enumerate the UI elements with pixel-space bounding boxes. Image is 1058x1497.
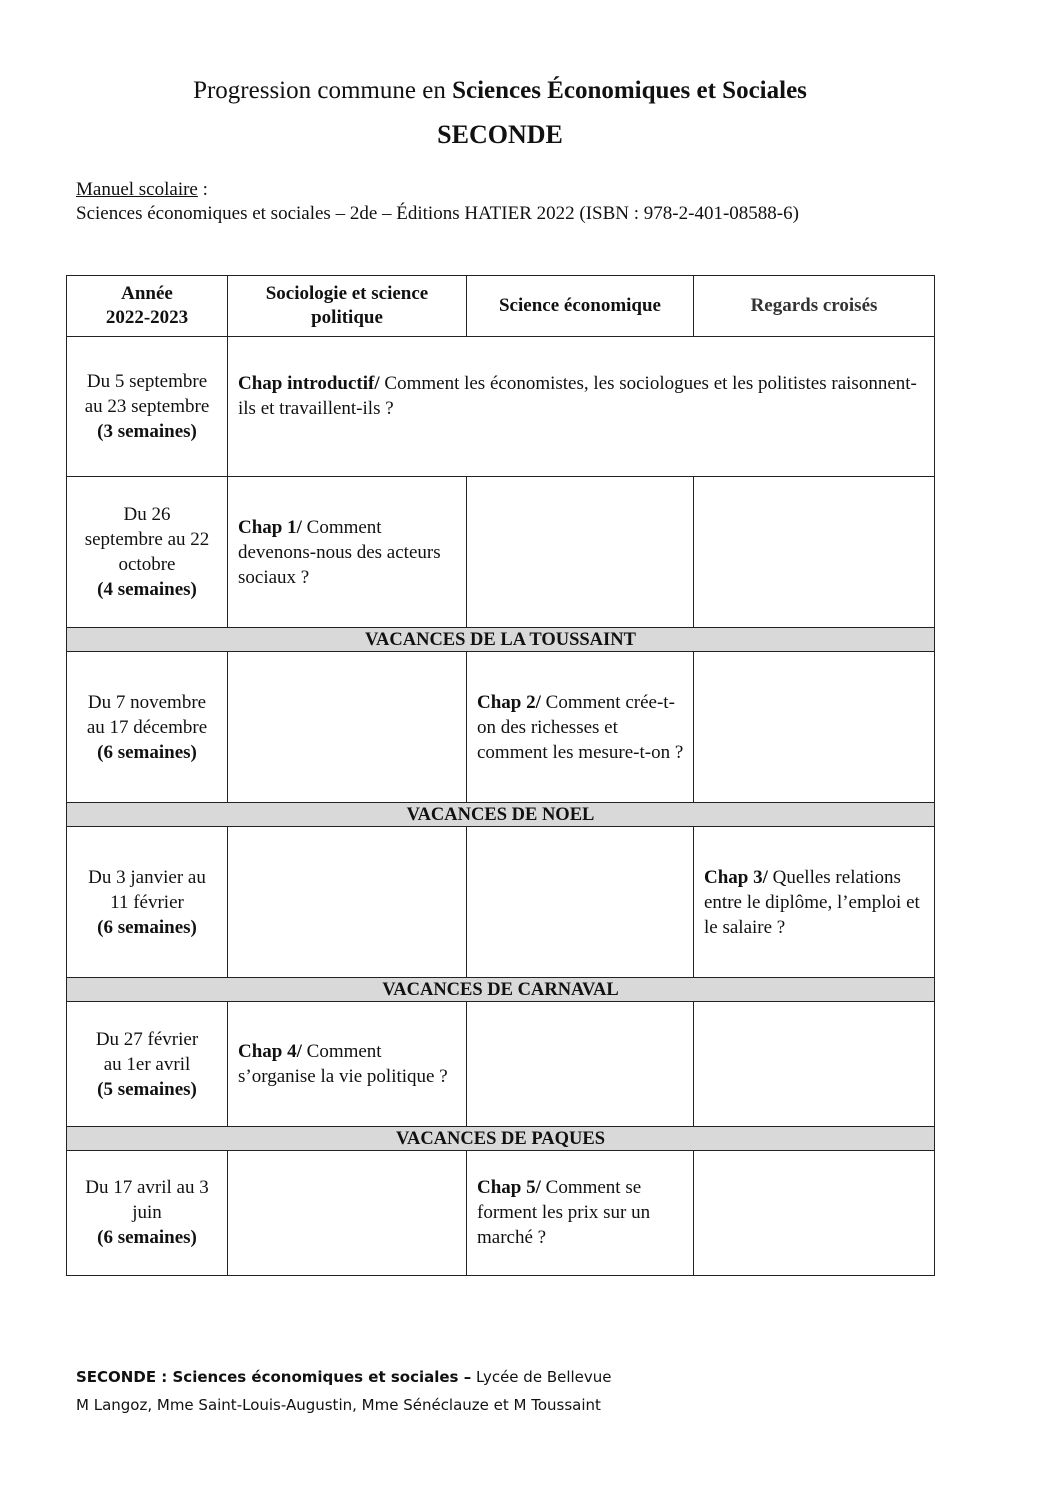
chapter-cell-1: Chap 1/ Comment devenons-nous des acteurs sociaux ? (228, 477, 467, 628)
manual-label-suffix: : (197, 179, 208, 200)
chapter-cell-4: Chap 4/ Comment s’organise la vie politique ? (228, 1002, 467, 1127)
header-crossed: Regards croisés (694, 276, 935, 337)
page-title (0, 74, 1000, 108)
holiday-row: VACANCES DE CARNAVAL (67, 978, 935, 1002)
empty-cell (467, 477, 694, 628)
chapter-cell-3: Chap 3/ Quelles relations entre le diplôme, l’emploi et le salaire ? (694, 827, 935, 978)
title-bold: Sciences Économiques et Sociales (452, 77, 807, 104)
holiday-row: VACANCES DE NOEL (67, 803, 935, 827)
manual-label: Manuel scolaire (76, 179, 198, 200)
empty-cell (694, 1002, 935, 1127)
table-row (67, 1002, 935, 1127)
manual-label-line (76, 178, 799, 202)
period-cell: Du 27 février au 1er avril (5 semaines) (67, 1002, 228, 1127)
footer (76, 1363, 612, 1419)
table-row (67, 477, 935, 628)
title-block (0, 74, 1000, 152)
table-row (67, 337, 935, 477)
empty-cell (694, 652, 935, 803)
period-cell: Du 26 septembre au 22 octobre (4 semaines) (67, 477, 228, 628)
empty-cell (228, 652, 467, 803)
manual-reference: Sciences économiques et sociales – 2de – Éditions HATIER 2022 (ISBN : 978-2-401-08588-6) (76, 203, 799, 224)
empty-cell (694, 477, 935, 628)
footer-line-1: SECONDE : Sciences économiques et sociales – Lycée de Bellevue (76, 1368, 612, 1386)
empty-cell (694, 1151, 935, 1276)
period-cell: Du 3 janvier au 11 février (6 semaines) (67, 827, 228, 978)
table-header-row (67, 276, 935, 337)
chapter-cell-5: Chap 5/ Comment se forment les prix sur un marché ? (467, 1151, 694, 1276)
period-cell: Du 5 septembre au 23 septembre (3 semaines) (67, 337, 228, 477)
table-row (67, 1151, 935, 1276)
footer-line-2: M Langoz, Mme Saint-Louis-Augustin, Mme Sénéclauze et M Toussaint (76, 1396, 601, 1414)
page-subtitle: SECONDE (437, 120, 563, 149)
header-year: Année 2022-2023 (67, 276, 228, 337)
chapter-cell-2: Chap 2/ Comment crée-t-on des richesses et comment les mesure-t-on ? (467, 652, 694, 803)
period-cell: Du 7 novembre au 17 décembre (6 semaines) (67, 652, 228, 803)
empty-cell (228, 1151, 467, 1276)
period-cell: Du 17 avril au 3 juin (6 semaines) (67, 1151, 228, 1276)
header-economics: Science économique (467, 276, 694, 337)
empty-cell (467, 827, 694, 978)
title-prefix: Progression commune en (193, 77, 446, 104)
chapter-cell-intro: Chap introductif/ Comment les économistes, les sociologues et les politistes raisonnent-ils et travaillent-ils ? (228, 337, 935, 477)
holiday-row: VACANCES DE PAQUES (67, 1127, 935, 1151)
table-row (67, 827, 935, 978)
empty-cell (228, 827, 467, 978)
manual-reference-block (76, 178, 799, 226)
holiday-row: VACANCES DE LA TOUSSAINT (67, 628, 935, 652)
empty-cell (467, 1002, 694, 1127)
progression-table (66, 275, 935, 1276)
header-sociology: Sociologie et science politique (228, 276, 467, 337)
table-row (67, 652, 935, 803)
